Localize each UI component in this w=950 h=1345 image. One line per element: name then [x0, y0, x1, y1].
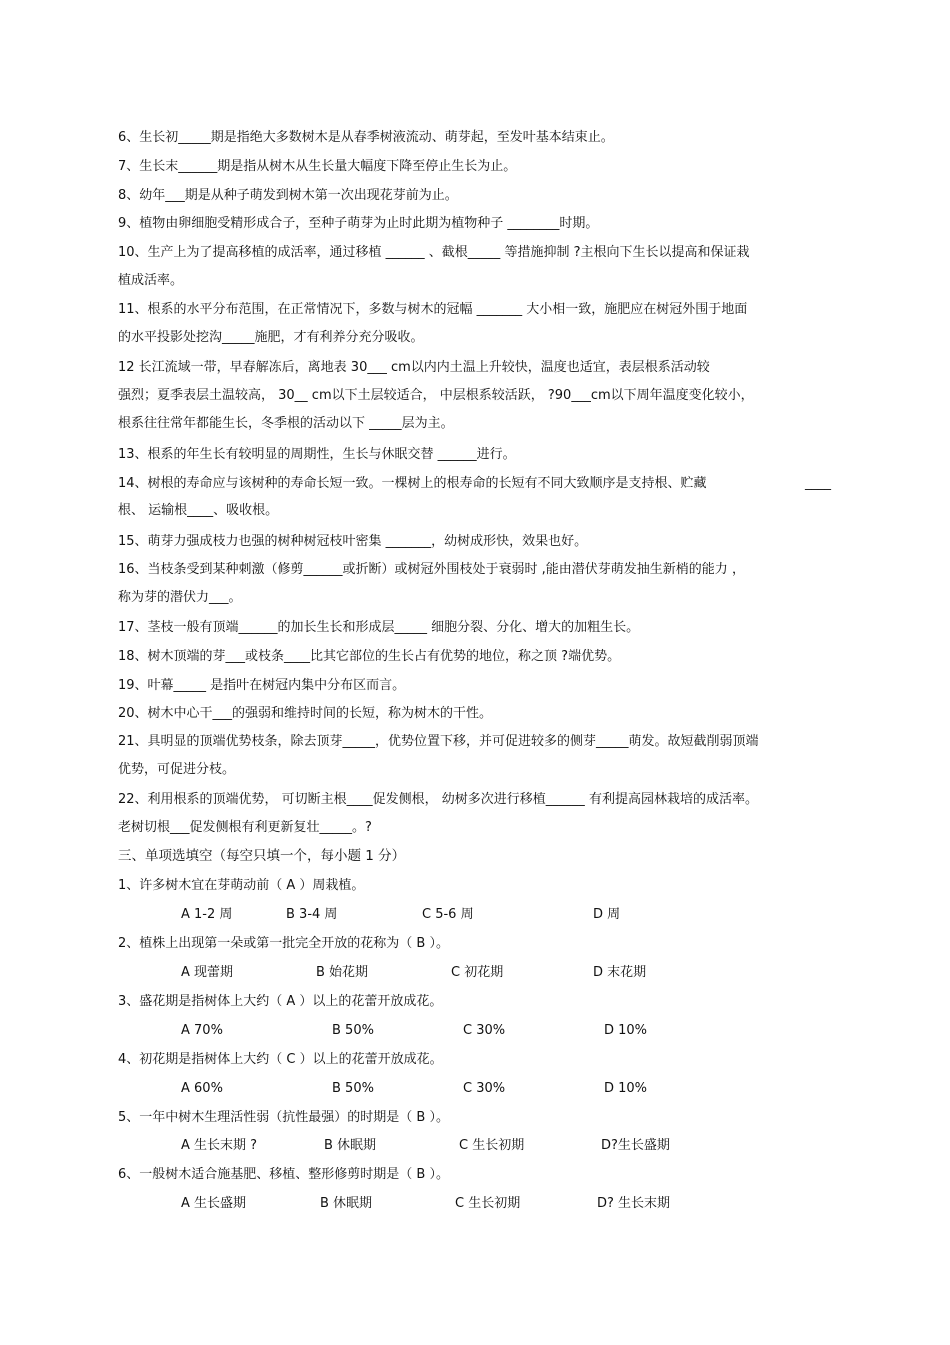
fill-item-6: 6、生长初_____期是指绝大多数树木是从春季树液流动、萌芽起，至发叶基本结束止。: [118, 130, 614, 145]
option-b: B 休眠期: [320, 1196, 373, 1211]
option-d: D?生长盛期: [601, 1138, 670, 1153]
fill-item-13: 13、根系的年生长有较明显的周期性，生长与休眠交替 ______进行。: [118, 447, 516, 462]
fill-item-18: 18、树木顶端的芽___或枝条____比其它部位的生长占有优势的地位，称之顶 ?端优势。: [118, 649, 621, 664]
option-a: A 1-2 周: [181, 907, 233, 922]
fill-item-14-line1: 14、树根的寿命应与该树种的寿命长短一致。一棵树上的根寿命的长短有不同大致顺序是支持根、贮藏: [118, 476, 707, 491]
option-b: B 休眠期: [324, 1138, 377, 1153]
option-d: D 周: [593, 907, 621, 922]
option-a: A 现蕾期: [181, 965, 234, 980]
option-c: C 30%: [463, 1023, 506, 1038]
fill-item-22-line1: 22、利用根系的顶端优势， 可切断主根____促发侧根， 幼树多次进行移植______ 有利提高园林栽培的成活率。: [118, 792, 758, 807]
option-b: B 50%: [332, 1023, 374, 1038]
option-c: C 30%: [463, 1081, 506, 1096]
option-a: A 60%: [181, 1081, 223, 1096]
mc-question-1: 1、许多树木宜在芽萌动前（ A ）周栽植。: [118, 878, 365, 893]
option-d: D 末花期: [593, 965, 647, 980]
option-b: B 3-4 周: [286, 907, 338, 922]
mc-question-5: 5、一年中树木生理活性弱（抗性最强）的时期是（ B ）。: [118, 1110, 449, 1125]
fill-item-16-line2: 称为芽的潜伏力___。: [118, 590, 242, 605]
fill-item-10-line1: 10、生产上为了提高移植的成活率，通过移植 ______ 、截根_____ 等措施抑制 ?主根向下生长以提高和保证栽: [118, 245, 750, 260]
fill-item-15: 15、萌芽力强成枝力也强的树种树冠枝叶密集 _______，幼树成形快，效果也好。: [118, 534, 588, 549]
fill-item-11-line2: 的水平投影处挖沟_____施肥，才有利养分充分吸收。: [118, 330, 424, 345]
mc-question-4: 4、初花期是指树体上大约（ C ）以上的花蕾开放成花。: [118, 1052, 443, 1067]
mc-question-6: 6、一般树木适合施基肥、移植、整形修剪时期是（ B ）。: [118, 1167, 449, 1182]
option-a: A 70%: [181, 1023, 223, 1038]
option-a: A 生长盛期: [181, 1196, 247, 1211]
option-d: D 10%: [604, 1081, 648, 1096]
fill-item-8: 8、幼年___期是从种子萌发到树木第一次出现花芽前为止。: [118, 188, 458, 203]
fill-item-12-line1: 12 长江流域一带，早春解冻后，离地表 30___ cm以内内土温上升较快，温度也适宜，表层根系活动较: [118, 360, 710, 375]
fill-item-20: 20、树木中心干___的强弱和维持时间的长短，称为树木的干性。: [118, 706, 493, 721]
section-3-title: 三、单项选填空（每空只填一个，每小题 1 分）: [118, 848, 406, 864]
option-c: C 生长初期: [455, 1196, 521, 1211]
option-c: C 初花期: [451, 965, 504, 980]
option-c: C 5-6 周: [422, 907, 474, 922]
fill-item-14-blank: ____: [805, 476, 831, 491]
option-d: D 10%: [604, 1023, 648, 1038]
fill-item-12-line2: 强烈；夏季表层土温较高， 30__ cm以下土层较适合， 中层根系较活跃， ?90___cm以下周年温度变化较小，: [118, 388, 754, 403]
option-c: C 生长初期: [459, 1138, 525, 1153]
option-b: B 始花期: [316, 965, 369, 980]
fill-item-17: 17、茎枝一般有顶端______的加长生长和形成层_____ 细胞分裂、分化、增大的加粗生长。: [118, 620, 640, 635]
fill-item-11-line1: 11、根系的水平分布范围，在正常情况下，多数与树木的冠幅 _______ 大小相一致，施肥应在树冠外围于地面: [118, 302, 748, 317]
fill-item-14-line2: 根、 运输根____、吸收根。: [118, 503, 279, 518]
option-b: B 50%: [332, 1081, 374, 1096]
fill-item-21-line1: 21、具明显的顶端优势枝条，除去顶芽_____，优势位置下移，并可促进较多的侧芽_____萌发。故短截削弱顶端: [118, 734, 759, 749]
fill-item-16-line1: 16、当枝条受到某种刺激（修剪______或折断）或树冠外围枝处于衰弱时 ,能由潜伏芽萌发抽生新梢的能力 ，: [118, 562, 745, 577]
fill-item-12-line3: 根系往往常年都能生长，冬季根的活动以下 _____层为主。: [118, 416, 454, 431]
mc-question-3: 3、盛花期是指树体上大约（ A ）以上的花蕾开放成花。: [118, 994, 443, 1009]
fill-item-21-line2: 优势，可促进分枝。: [118, 762, 236, 777]
mc-question-2: 2、植株上出现第一朵或第一批完全开放的花称为（ B ）。: [118, 936, 449, 951]
option-d: D? 生长末期: [597, 1196, 671, 1211]
fill-item-19: 19、叶幕_____ 是指叶在树冠内集中分布区而言。: [118, 678, 406, 693]
fill-item-10-line2: 植成活率。: [118, 273, 184, 288]
option-a: A 生长末期 ?: [181, 1138, 258, 1153]
fill-item-22-line2: 老树切根___促发侧根有利更新复壮_____。?: [118, 820, 372, 835]
fill-item-9: 9、植物由卵细胞受精形成合子，至种子萌芽为止时此期为植物种子 ________时期。: [118, 216, 599, 231]
fill-item-7: 7、生长末______期是指从树木从生长量大幅度下降至停止生长为止。: [118, 159, 517, 174]
